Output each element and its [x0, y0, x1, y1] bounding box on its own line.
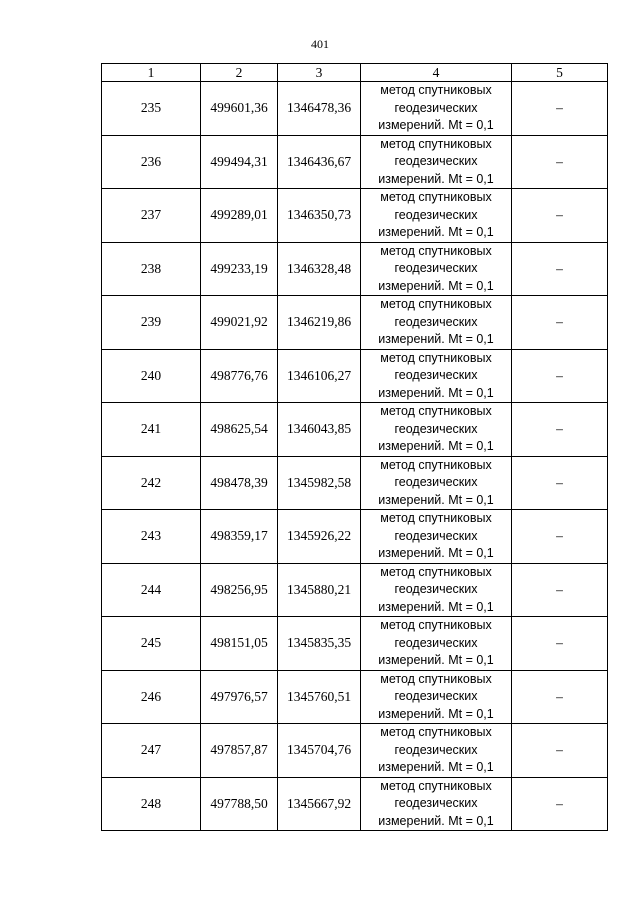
note-cell: – [512, 349, 608, 403]
point-number: 245 [102, 617, 201, 671]
method-text-line: метод спутниковых [380, 618, 492, 632]
coordinate-x: 499601,36 [201, 82, 278, 136]
method-text-line: геодезических [394, 207, 478, 222]
method-text-line: геодезических [394, 154, 478, 168]
method-text-line: измерений. Mt = 0,1 [378, 492, 494, 507]
table-row [102, 403, 608, 457]
coordinate-x: 498359,17 [201, 510, 278, 564]
method-text-line: геодезических [394, 261, 478, 275]
method-cell [361, 135, 512, 189]
coordinate-y: 1345926,22 [278, 510, 361, 564]
method-text-line: геодезических [394, 742, 478, 757]
table-row [102, 510, 608, 564]
coordinates-table [101, 63, 608, 831]
method-text-line: измерений. Mt = 0,1 [378, 278, 494, 293]
coordinate-y: 1346043,85 [278, 403, 361, 457]
method-text-line: геодезических [394, 368, 478, 382]
note-cell: – [512, 403, 608, 457]
coordinate-y: 1346350,73 [278, 189, 361, 243]
method-text-line: измерений. Mt = 0,1 [378, 706, 494, 721]
method-text-line: метод спутниковых [380, 671, 492, 686]
coordinate-y: 1345982,58 [278, 456, 361, 510]
method-cell [361, 296, 512, 350]
method-text-line: геодезических [394, 635, 478, 650]
method-text-line: геодезических [394, 582, 478, 596]
table-row [102, 456, 608, 510]
table-row [102, 189, 608, 243]
method-cell [361, 617, 512, 671]
header-col-2: 2 [201, 64, 278, 82]
coordinate-y: 1346106,27 [278, 349, 361, 403]
note-cell: – [512, 135, 608, 189]
method-text-line: метод спутниковых [380, 297, 492, 311]
coordinate-x: 498625,54 [201, 403, 278, 457]
method-text-line: метод спутниковых [380, 778, 492, 793]
method-text-line: измерений. Mt = 0,1 [378, 118, 494, 132]
table-row [102, 777, 608, 831]
coordinate-y: 1346436,67 [278, 135, 361, 189]
method-text-line: метод спутниковых [380, 243, 492, 258]
method-text-line: измерений. Mt = 0,1 [378, 332, 494, 346]
method-text-line: метод спутниковых [380, 190, 492, 204]
method-text-line: геодезических [394, 528, 478, 543]
header-col-4: 4 [361, 64, 512, 82]
table-row [102, 563, 608, 617]
header-col-1: 1 [102, 64, 201, 82]
point-number: 247 [102, 724, 201, 778]
table-row [102, 82, 608, 136]
method-text-line: измерений. Mt = 0,1 [378, 225, 494, 239]
point-number: 236 [102, 135, 201, 189]
method-cell [361, 82, 512, 136]
note-cell: – [512, 724, 608, 778]
table-row [102, 670, 608, 724]
point-number: 242 [102, 456, 201, 510]
method-text-line: метод спутниковых [380, 511, 492, 525]
table-row [102, 617, 608, 671]
method-text-line: метод спутниковых [380, 564, 492, 579]
note-cell: – [512, 82, 608, 136]
coordinate-x: 499233,19 [201, 242, 278, 296]
coordinate-x: 498776,76 [201, 349, 278, 403]
method-text-line: измерений. Mt = 0,1 [378, 546, 494, 560]
method-text-line: измерений. Mt = 0,1 [378, 439, 494, 453]
method-text-line: метод спутниковых [380, 350, 492, 365]
point-number: 235 [102, 82, 201, 136]
coordinate-x: 497976,57 [201, 670, 278, 724]
method-text-line: метод спутниковых [380, 83, 492, 97]
coordinate-x: 499021,92 [201, 296, 278, 350]
coordinate-y: 1346328,48 [278, 242, 361, 296]
method-text-line: геодезических [394, 314, 478, 329]
method-text-line: измерений. Mt = 0,1 [378, 171, 494, 186]
method-text-line: геодезических [394, 475, 478, 489]
point-number: 246 [102, 670, 201, 724]
point-number: 241 [102, 403, 201, 457]
method-cell [361, 403, 512, 457]
method-text-line: измерений. Mt = 0,1 [378, 813, 494, 828]
table-row [102, 724, 608, 778]
method-text-line: измерений. Mt = 0,1 [378, 653, 494, 667]
method-cell [361, 510, 512, 564]
method-text-line: геодезических [394, 689, 478, 703]
coordinate-x: 498151,05 [201, 617, 278, 671]
header-row [102, 64, 608, 82]
point-number: 240 [102, 349, 201, 403]
coordinate-x: 498256,95 [201, 563, 278, 617]
method-cell [361, 777, 512, 831]
note-cell: – [512, 563, 608, 617]
method-cell [361, 670, 512, 724]
coordinate-x: 497788,50 [201, 777, 278, 831]
method-cell [361, 189, 512, 243]
table-body [102, 82, 608, 831]
table-row [102, 349, 608, 403]
table-row [102, 242, 608, 296]
coordinate-y: 1345880,21 [278, 563, 361, 617]
method-text-line: метод спутниковых [380, 404, 492, 418]
method-text-line: метод спутниковых [380, 136, 492, 151]
table-row [102, 296, 608, 350]
coordinate-y: 1345835,35 [278, 617, 361, 671]
method-cell [361, 456, 512, 510]
note-cell: – [512, 456, 608, 510]
coordinate-y: 1345667,92 [278, 777, 361, 831]
page-number: 401 [311, 37, 329, 51]
method-text-line: измерений. Mt = 0,1 [378, 385, 494, 400]
note-cell: – [512, 189, 608, 243]
method-text-line: измерений. Mt = 0,1 [378, 599, 494, 614]
coordinate-y: 1345704,76 [278, 724, 361, 778]
note-cell: – [512, 617, 608, 671]
method-text-line: геодезических [394, 796, 478, 810]
note-cell: – [512, 670, 608, 724]
header-col-5: 5 [512, 64, 608, 82]
method-text-line: измерений. Mt = 0,1 [378, 760, 494, 774]
method-text-line: геодезических [394, 421, 478, 436]
point-number: 238 [102, 242, 201, 296]
point-number: 248 [102, 777, 201, 831]
point-number: 243 [102, 510, 201, 564]
method-cell [361, 563, 512, 617]
method-text-line: метод спутниковых [380, 725, 492, 739]
method-cell [361, 349, 512, 403]
note-cell: – [512, 510, 608, 564]
point-number: 237 [102, 189, 201, 243]
method-text-line: метод спутниковых [380, 457, 492, 472]
note-cell: – [512, 296, 608, 350]
coordinate-y: 1346219,86 [278, 296, 361, 350]
coordinate-x: 497857,87 [201, 724, 278, 778]
point-number: 244 [102, 563, 201, 617]
header-col-3: 3 [278, 64, 361, 82]
coordinate-x: 499494,31 [201, 135, 278, 189]
note-cell: – [512, 242, 608, 296]
table-row [102, 135, 608, 189]
coordinate-x: 498478,39 [201, 456, 278, 510]
method-cell [361, 724, 512, 778]
point-number: 239 [102, 296, 201, 350]
coordinate-x: 499289,01 [201, 189, 278, 243]
method-text-line: геодезических [394, 100, 478, 115]
method-cell [361, 242, 512, 296]
note-cell: – [512, 777, 608, 831]
coordinate-y: 1346478,36 [278, 82, 361, 136]
coordinate-y: 1345760,51 [278, 670, 361, 724]
